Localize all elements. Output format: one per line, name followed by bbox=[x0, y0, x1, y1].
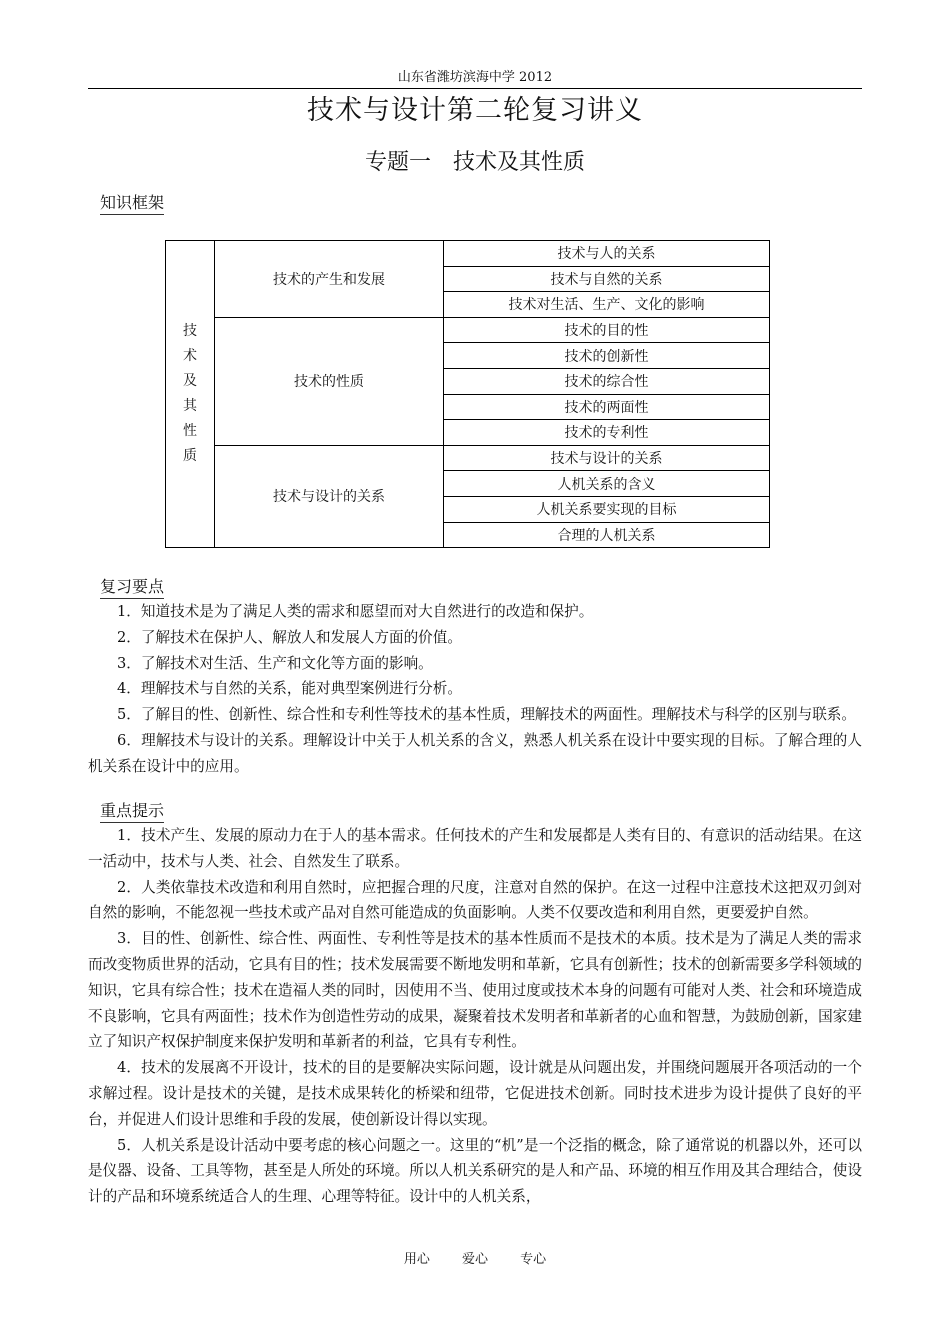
framework-group: 技术的性质 bbox=[215, 317, 444, 445]
key-heading: 重点提示 bbox=[100, 798, 164, 823]
framework-item: 技术对生活、生产、文化的影响 bbox=[444, 292, 770, 318]
framework-item: 人机关系要实现的目标 bbox=[444, 496, 770, 522]
review-points bbox=[88, 599, 862, 780]
key-points bbox=[88, 823, 862, 1210]
framework-group: 技术的产生和发展 bbox=[215, 241, 444, 318]
page-footer: 用心 爱心 专心 bbox=[403, 1252, 547, 1267]
framework-root bbox=[166, 241, 215, 548]
review-item: 3．了解技术对生活、生产和文化等方面的影响。 bbox=[117, 654, 433, 672]
framework-item: 合理的人机关系 bbox=[444, 522, 770, 548]
review-item: 2．了解技术在保护人、解放人和发展人方面的价值。 bbox=[117, 628, 462, 646]
framework-item: 技术的综合性 bbox=[444, 368, 770, 394]
framework-heading: 知识框架 bbox=[100, 190, 164, 215]
framework-item: 技术的两面性 bbox=[444, 394, 770, 420]
key-item: 3．目的性、创新性、综合性、两面性、专利性等是技术的基本性质而不是技术的本质。技术是为了满足人类的需求而改变物质世界的活动，它具有目的性；技术发展需要不断地发明和革新，它具有创新性；技术的创新需要多学科领域的知识，它具有综合性；技术在造福人类的同时，因使用不当、使用过度或技术本身的问题有可能对人类、社会和环境造成不良影响，它具有两面性；技术作为创造性劳动的成果，凝聚着技术发明者和革新者的心血和智慧，为鼓励创新，国家建立了知识产权保护制度来保护发明和革新者的利益，它具有专利性。 bbox=[88, 930, 862, 1051]
review-item: 5．了解目的性、创新性、综合性和专利性等技术的基本性质，理解技术的两面性。理解技术与科学的区别与联系。 bbox=[117, 706, 856, 724]
page-title: 技术与设计第二轮复习讲义 bbox=[307, 95, 643, 126]
framework-item: 技术与设计的关系 bbox=[444, 445, 770, 471]
page-subtitle: 专题一 技术及其性质 bbox=[364, 150, 585, 175]
key-item: 2．人类依靠技术改造和利用自然时，应把握合理的尺度，注意对自然的保护。在这一过程中注意技术这把双刃剑对自然的影响，不能忽视一些技术或产品对自然可能造成的负面影响。人类不仅要改造和利用自然，更要爱护自然。 bbox=[88, 878, 862, 922]
key-item: 1．技术产生、发展的原动力在于人的基本需求。任何技术的产生和发展都是人类有目的、有意识的活动结果。在这一活动中，技术与人类、社会、自然发生了联系。 bbox=[88, 827, 862, 870]
key-item: 4．技术的发展离不开设计，技术的目的是要解决实际问题，设计就是从问题出发，并围绕问题展开各项活动的一个求解过程。设计是技术的关键，是技术成果转化的桥梁和纽带，它促进技术创新。同时技术进步为设计提供了良好的平台，并促进人们设计思维和手段的发展，使创新设计得以实现。 bbox=[88, 1059, 862, 1128]
framework-item: 技术的专利性 bbox=[444, 420, 770, 446]
review-item: 4．理解技术与自然的关系，能对典型案例进行分析。 bbox=[117, 680, 462, 698]
framework-item: 技术的创新性 bbox=[444, 343, 770, 369]
page-header: 山东省潍坊滨海中学 2012 bbox=[397, 70, 553, 85]
framework-item: 技术与人的关系 bbox=[444, 241, 770, 267]
framework-item: 人机关系的含义 bbox=[444, 471, 770, 497]
framework-item: 技术的目的性 bbox=[444, 317, 770, 343]
framework-group: 技术与设计的关系 bbox=[215, 445, 444, 547]
review-item: 1．知道技术是为了满足人类的需求和愿望而对大自然进行的改造和保护。 bbox=[117, 603, 594, 620]
key-item: 5．人机关系是设计活动中要考虑的核心问题之一。这里的“机”是一个泛指的概念，除了通常说的机器以外，还可以是仪器、设备、工具等物，甚至是人所处的环境。所以人机关系研究的是人和产品、环境的相互作用及其合理结合，使设计的产品和环境系统适合人的生理、心理等特征。设计中的人机关系， bbox=[88, 1136, 862, 1206]
knowledge-framework-table bbox=[165, 240, 770, 548]
review-item: 6．理解技术与设计的关系。理解设计中关于人机关系的含义，熟悉人机关系在设计中要实现的目标。了解合理的人机关系在设计中的应用。 bbox=[88, 731, 862, 775]
framework-root-label: 技 术 及 其 性 质 bbox=[183, 323, 197, 465]
framework-item: 技术与自然的关系 bbox=[444, 266, 770, 292]
review-heading: 复习要点 bbox=[100, 574, 164, 599]
